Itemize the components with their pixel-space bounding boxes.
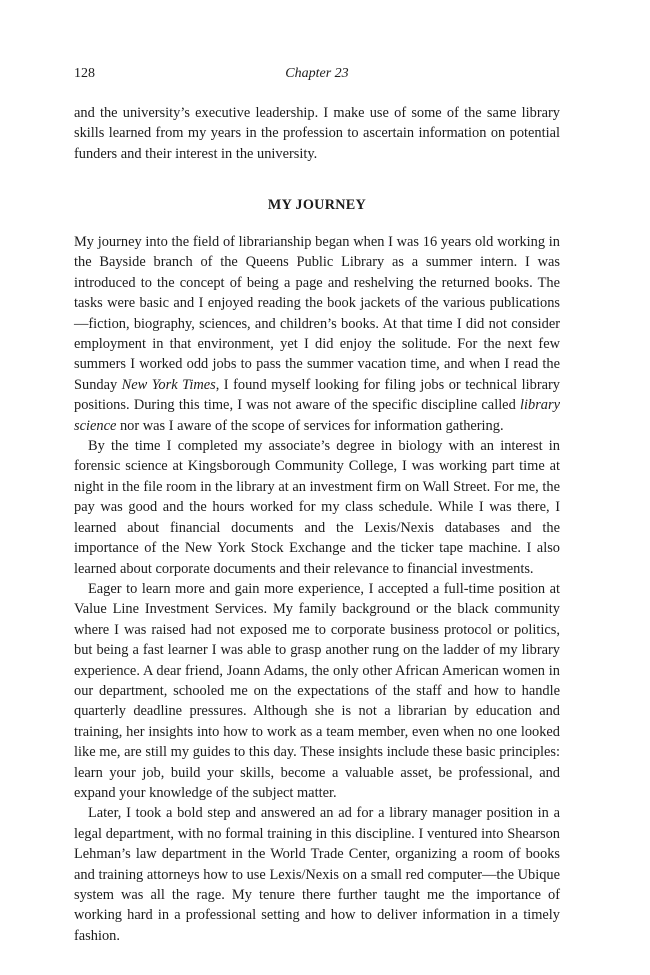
paragraph-1-part-b: , I found myself looking for filing jobs or technical library positions. During this time, I was not aware of the specific discipline called	[74, 376, 560, 414]
paragraph-1-part-c: nor was I aware of the scope of services for information gathering.	[116, 417, 504, 434]
section-heading: MY JOURNEY	[267, 197, 367, 213]
intro-paragraph-block	[74, 103, 560, 164]
paragraph-2: By the time I completed my associate’s degree in biology with an interest in forensic science at Kingsborough Community College, I was working part time at night in the file room in the library at an investment firm on Wall Street. For me, the pay was good and the hours worked for my class schedule. While I was there, I learned about financial documents and the Lexis/Nexis databases and the importance of the New York Stock Exchange and the ticker tape machine. I also learned about corporate documents and their relevance to financial investments.	[74, 438, 560, 577]
intro-paragraph: and the university’s executive leadership. I make use of some of the same library skills learned from my years in the profession to ascertain information on potential funders and their interest in the university.	[74, 105, 560, 162]
discipline-term: library science	[74, 397, 560, 434]
section-body	[74, 232, 560, 946]
paragraph-1-part-a: My journey into the field of librarianship began when I was 16 years old working in the Bayside branch of the Queens Public Library as a summer intern. I was introduced to the concept of being a page and reshelving the returned books. The tasks were basic and I enjoyed reading the book jackets of the various publications—fiction, biography, sciences, and children’s books. At that time I did not consider employment in that environment, yet I did enjoy the solitude. For the next few summers I worked odd jobs to pass the summer vacation time, and when I read the Sunday	[74, 234, 560, 393]
paragraph-3: Eager to learn more and gain more experience, I accepted a full-time position at Value Line Investment Services. My family background or the black community where I was raised had not exposed me to corporate business protocol or politics, but being a fast learner I was able to grasp another rung on the ladder of my library experience. A dear friend, Joann Adams, the only other African American women in our department, schooled me on the expectations of the staff and how to handle quarterly deadline pressures. Although she is not a librarian by education and training, her insights into how to work as a team member, even when no one looked like me, are still my guides to this day. These insights include these basic principles: learn your job, build your skills, become a valuable asset, be professional, and expand your knowledge of the subject matter.	[74, 580, 560, 801]
page-header	[74, 66, 560, 86]
paragraph-4: Later, I took a bold step and answered an ad for a library manager position in a legal department, with no formal training in this discipline. I ventured into Shearson Lehman’s law department in the World Trade Center, organizing a room of books and training attorneys how to use Lexis/Nexis on a small red computer—the Ubique system was all the rage. My tenure there further taught me the importance of working hard in a professional setting and how to deliver information in a timely fashion.	[74, 805, 560, 944]
page-number: 128	[74, 66, 95, 81]
paragraph-1	[74, 232, 560, 436]
running-head: Chapter 23	[285, 66, 349, 81]
newspaper-title: New York Times	[121, 376, 216, 393]
